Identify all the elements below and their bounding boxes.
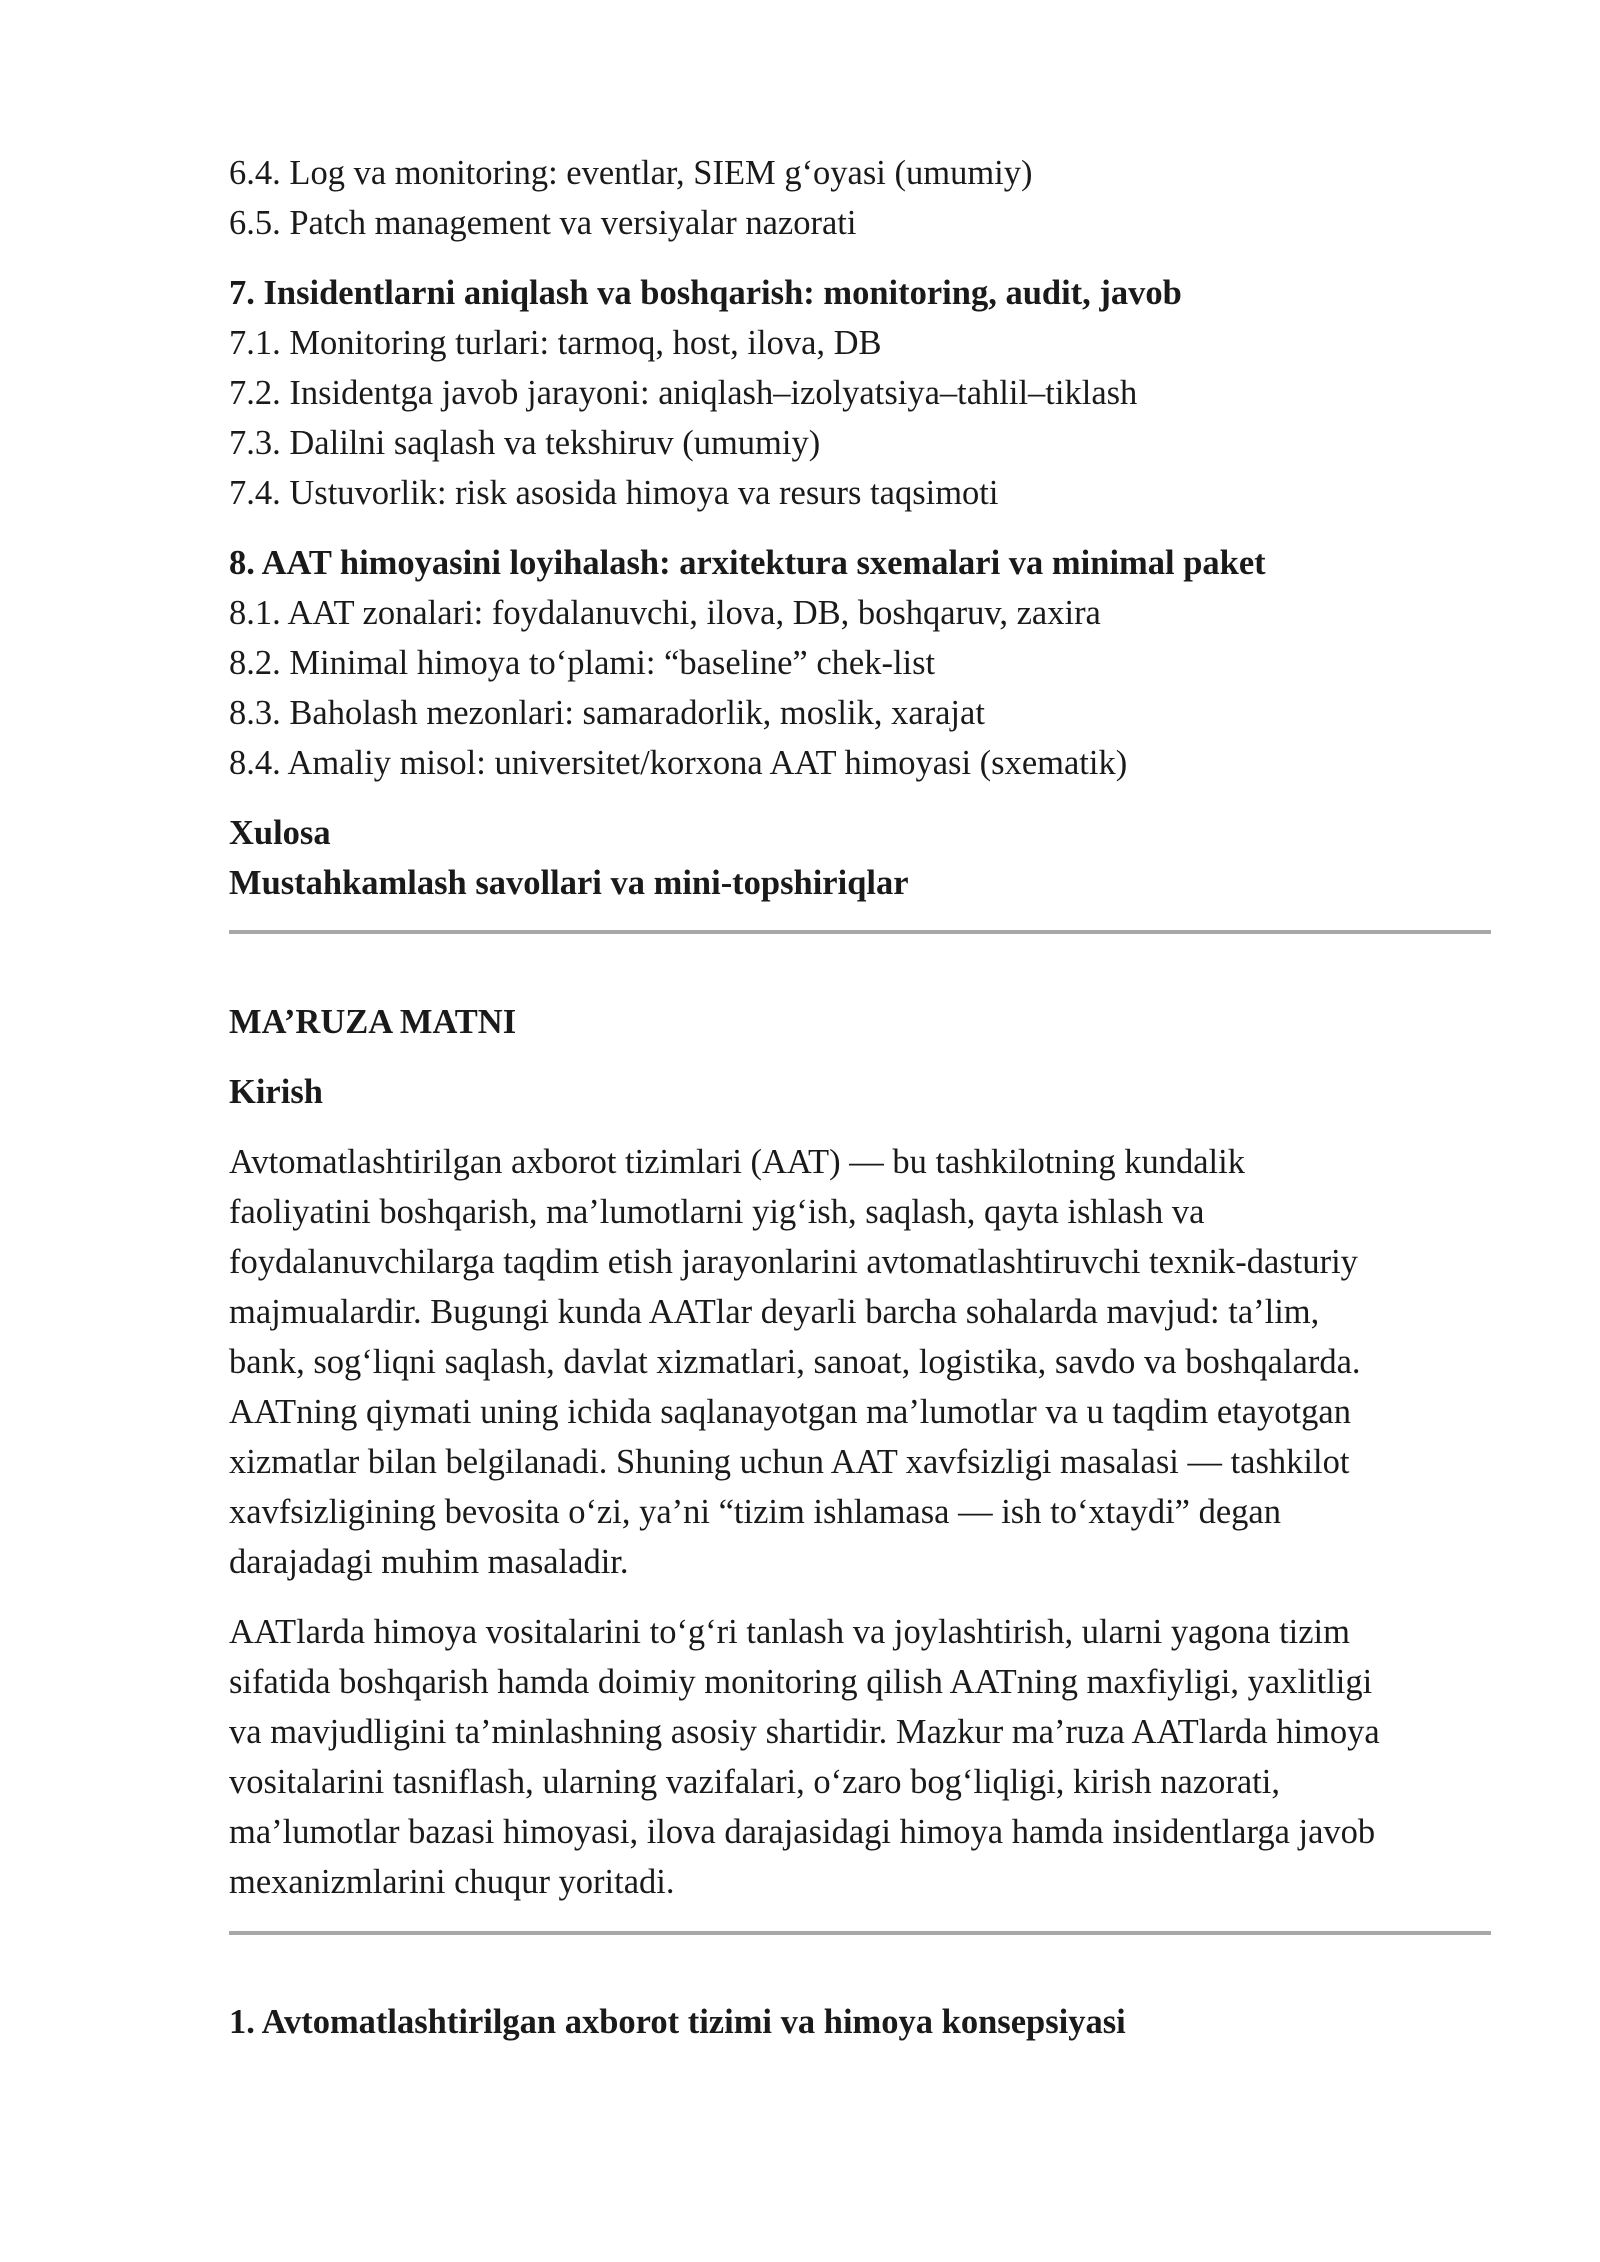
toc-item-7-4: 7.4. Ustuvorlik: risk asosida himoya va resurs taqsimoti [229, 474, 999, 512]
toc-item-8-1: 8.1. AAT zonalari: foydalanuvchi, ilova, DB, boshqaruv, zaxira [229, 594, 1101, 632]
paragraph-line: AATning qiymati uning ichida saqlanayotgan ma’lumotlar va u taqdim etayotgan [229, 1393, 1351, 1431]
toc-heading-7: 7. Insidentlarni aniqlash va boshqarish: monitoring, audit, javob [229, 274, 1182, 312]
lecture-title: MA’RUZA MATNI [229, 1003, 517, 1041]
paragraph-line: Avtomatlashtirilgan axborot tizimlari (AAT) — bu tashkilotning kundalik [229, 1143, 1245, 1181]
paragraph-line: darajadagi muhim masaladir. [229, 1543, 629, 1581]
intro-paragraph-1 [229, 1137, 1491, 1587]
toc-item-6-4: 6.4. Log va monitoring: eventlar, SIEM g‘oyasi (umumiy) [229, 154, 1033, 192]
document-page [229, 148, 1491, 2047]
paragraph-line: xavfsizligining bevosita o‘zi, ya’ni “tizim ishlamasa — ish to‘xtaydi” degan [229, 1493, 1281, 1531]
toc-heading-8: 8. AAT himoyasini loyihalash: arxitektura sxemalari va minimal paket [229, 544, 1266, 582]
toc-questions: Mustahkamlash savollari va mini-topshiriqlar [229, 864, 909, 902]
section-1-heading: 1. Avtomatlashtirilgan axborot tizimi va himoya konsepsiyasi [229, 2003, 1126, 2041]
paragraph-line: bank, sog‘liqni saqlash, davlat xizmatlari, sanoat, logistika, savdo va boshqalarda. [229, 1343, 1361, 1381]
paragraph-line: ma’lumotlar bazasi himoyasi, ilova darajasidagi himoya hamda insidentlarga javob [229, 1813, 1376, 1851]
toc-tail [229, 808, 1491, 908]
paragraph-line: vositalarini tasniflash, ularning vazifalari, o‘zaro bog‘liqligi, kirish nazorati, [229, 1763, 1280, 1801]
toc-conclusion: Xulosa [229, 814, 331, 852]
toc-section-7 [229, 268, 1491, 518]
paragraph-line: foydalanuvchilarga taqdim etish jarayonlarini avtomatlashtiruvchi texnik-dasturiy [229, 1243, 1358, 1281]
toc-section-8 [229, 538, 1491, 788]
intro-heading: Kirish [229, 1073, 323, 1111]
paragraph-line: majmualardir. Bugungi kunda AATlar deyarli barcha sohalarda mavjud: ta’lim, [229, 1293, 1320, 1331]
divider [229, 930, 1491, 934]
paragraph-line: AATlarda himoya vositalarini to‘g‘ri tanlash va joylashtirish, ularni yagona tizim [229, 1613, 1350, 1651]
toc-item-7-1: 7.1. Monitoring turlari: tarmoq, host, ilova, DB [229, 324, 882, 362]
toc-item-8-2: 8.2. Minimal himoya to‘plami: “baseline” chek-list [229, 644, 936, 682]
toc-section-6-tail [229, 148, 1491, 248]
paragraph-line: xizmatlar bilan belgilanadi. Shuning uchun AAT xavfsizligi masalasi — tashkilot [229, 1443, 1350, 1481]
paragraph-line: faoliyatini boshqarish, ma’lumotlarni yig‘ish, saqlash, qayta ishlash va [229, 1193, 1205, 1231]
intro-paragraph-2 [229, 1607, 1491, 1907]
paragraph-line: mexanizmlarini chuqur yoritadi. [229, 1863, 675, 1901]
toc-item-7-3: 7.3. Dalilni saqlash va tekshiruv (umumiy) [229, 424, 821, 462]
paragraph-line: va mavjudligini ta’minlashning asosiy shartidir. Mazkur ma’ruza AATlarda himoya [229, 1713, 1380, 1751]
toc-item-8-3: 8.3. Baholash mezonlari: samaradorlik, moslik, xarajat [229, 694, 985, 732]
paragraph-line: sifatida boshqarish hamda doimiy monitoring qilish AATning maxfiyligi, yaxlitligi [229, 1663, 1373, 1701]
toc-item-7-2: 7.2. Insidentga javob jarayoni: aniqlash–izolyatsiya–tahlil–tiklash [229, 374, 1138, 412]
divider [229, 1931, 1491, 1935]
toc-item-8-4: 8.4. Amaliy misol: universitet/korxona AAT himoyasi (sxematik) [229, 744, 1128, 782]
toc-item-6-5: 6.5. Patch management va versiyalar nazorati [229, 204, 857, 242]
